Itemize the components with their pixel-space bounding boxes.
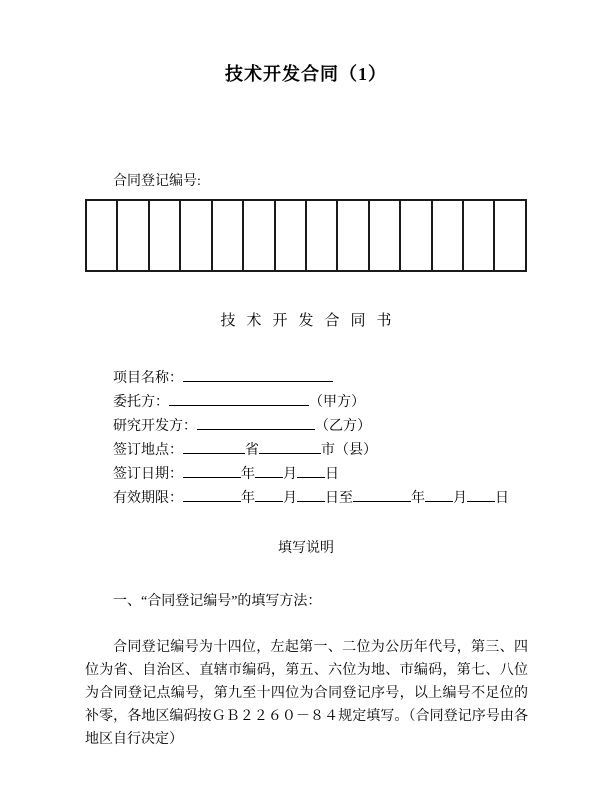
- form-line-text: 日: [495, 491, 509, 506]
- registration-digit-cell[interactable]: [118, 201, 149, 270]
- registration-digit-cell[interactable]: [307, 201, 338, 270]
- fill-in-blank[interactable]: [259, 439, 321, 454]
- form-line-text: 研究开发方：: [113, 419, 197, 434]
- form-line-text: 年: [411, 491, 425, 506]
- form-line-signing-date: [113, 463, 612, 487]
- form-line-text: 签订地点：: [113, 443, 183, 458]
- registration-digit-cell[interactable]: [150, 201, 181, 270]
- form-line-developer: [113, 415, 612, 439]
- form-line-text: 月: [453, 491, 467, 506]
- fill-in-blank[interactable]: [297, 487, 325, 502]
- form-line-text: 年: [241, 467, 255, 482]
- form-line-text: 项目名称：: [113, 371, 183, 386]
- form-line-text: 省: [245, 443, 259, 458]
- registration-digit-cell[interactable]: [276, 201, 307, 270]
- registration-digit-cell[interactable]: [244, 201, 275, 270]
- registration-number-grid: [85, 199, 527, 272]
- form-line-text: 日至: [325, 491, 353, 506]
- fill-in-blank[interactable]: [183, 487, 241, 502]
- fill-in-blank[interactable]: [183, 463, 241, 478]
- fill-in-blank[interactable]: [183, 439, 245, 454]
- registration-digit-cell[interactable]: [213, 201, 244, 270]
- form-line-text: （乙方）: [315, 419, 371, 434]
- registration-digit-cell[interactable]: [87, 201, 118, 270]
- form-line-text: 月: [283, 491, 297, 506]
- document-title: 技术开发合同（1）: [225, 64, 387, 84]
- form-line-client: [113, 391, 612, 415]
- fill-in-blank[interactable]: [255, 463, 283, 478]
- form-line-text: 市（县）: [321, 443, 377, 458]
- fill-in-blank[interactable]: [255, 487, 283, 502]
- form-line-text: 有效期限：: [113, 491, 183, 506]
- contract-form-lines: [113, 367, 612, 511]
- fill-in-blank[interactable]: [297, 463, 325, 478]
- fill-in-blank[interactable]: [197, 415, 315, 430]
- form-line-validity-period: [113, 487, 612, 511]
- form-line-text: 年: [241, 491, 255, 506]
- registration-digit-cell[interactable]: [401, 201, 432, 270]
- fill-in-blank[interactable]: [425, 487, 453, 502]
- fill-in-blank[interactable]: [169, 391, 309, 406]
- form-line-text: 委托方：: [113, 395, 169, 410]
- fill-in-blank[interactable]: [353, 487, 411, 502]
- registration-digit-cell[interactable]: [181, 201, 212, 270]
- instruction-item-heading: 一、“合同登记编号”的填写方法：: [113, 594, 322, 609]
- registration-digit-cell[interactable]: [370, 201, 401, 270]
- instruction-paragraph: 合同登记编号为十四位，左起第一、二位为公历年代号，第三、四位为省、自治区、直辖市编码，第五、六位为地、市编码，第七、八位为合同登记点编号，第九至十四位为合同登记序号，以上编号不足位的补零，各地区编码按ＧＢ２２６０－８４规定填写。（合同登记序号由各地区自行决定）: [85, 640, 528, 747]
- form-line-project-name: [113, 367, 612, 391]
- fill-in-blank[interactable]: [467, 487, 495, 502]
- registration-digit-cell[interactable]: [495, 201, 524, 270]
- form-line-text: （甲方）: [309, 395, 365, 410]
- registration-digit-cell[interactable]: [338, 201, 369, 270]
- filling-instructions-title: 填写说明: [278, 541, 334, 556]
- registration-digit-cell[interactable]: [464, 201, 495, 270]
- registration-number-label: 合同登记编号:: [113, 174, 201, 189]
- form-line-text: 日: [325, 467, 339, 482]
- form-line-text: 签订日期：: [113, 467, 183, 482]
- registration-digit-cell[interactable]: [433, 201, 464, 270]
- form-line-signing-place: [113, 439, 612, 463]
- form-line-text: 月: [283, 467, 297, 482]
- contract-book-heading: 技术开发合同书: [220, 313, 403, 329]
- fill-in-blank[interactable]: [183, 367, 333, 382]
